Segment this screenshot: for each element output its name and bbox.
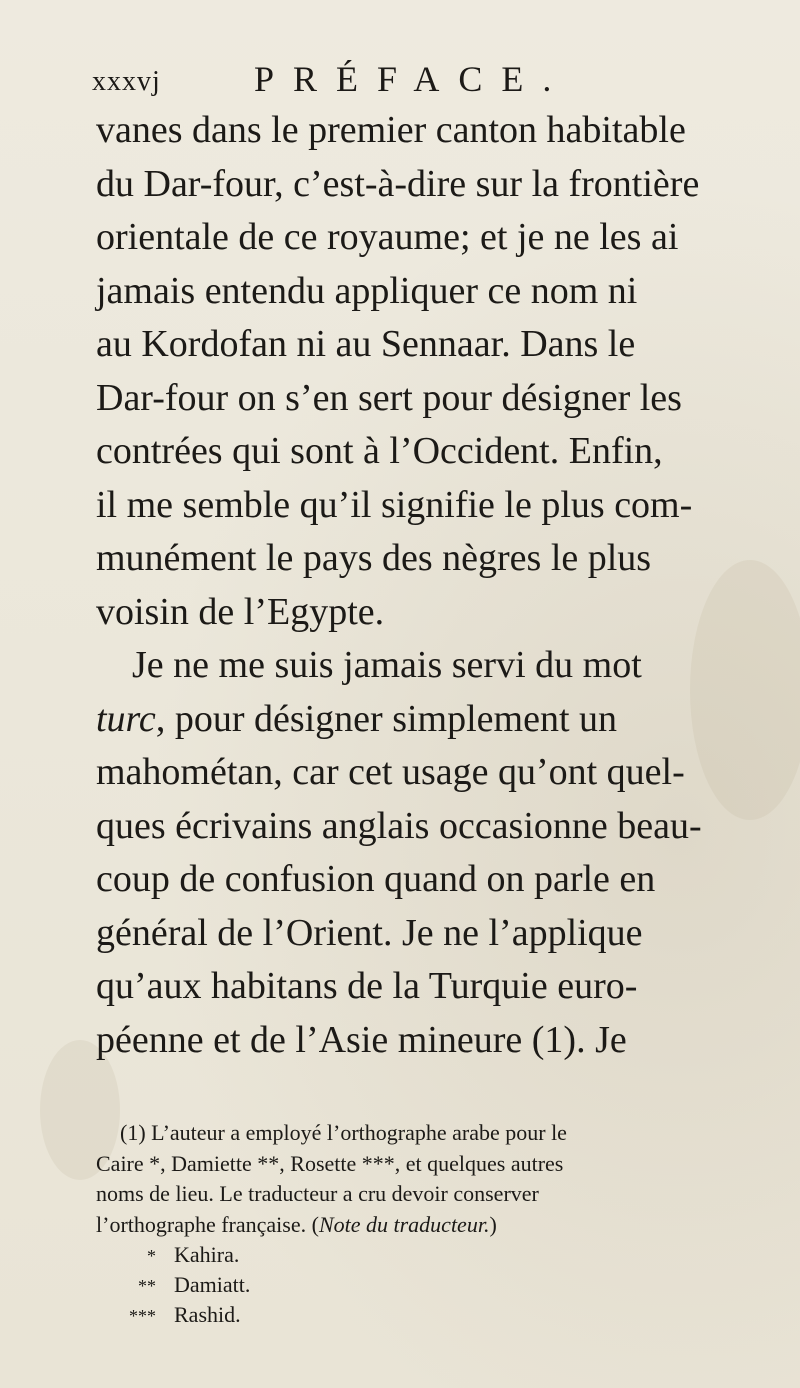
subnote	[96, 1300, 786, 1330]
subnote-text: Kahira.	[174, 1242, 240, 1267]
text-line: Dar-four on s’en sert pour désigner les	[96, 376, 682, 419]
page-header	[92, 58, 652, 102]
subnote	[96, 1240, 786, 1270]
text-line: qu’aux habitans de la Turquie euro-	[96, 965, 638, 1007]
footnote-line	[96, 1210, 786, 1241]
asterisk-marker: **	[138, 1276, 156, 1296]
subnote-text: Damiatt.	[174, 1272, 251, 1297]
text-line: vanes dans le premier canton habitable	[96, 109, 686, 151]
footnote-line: noms de lieu. Le traducteur a cru devoir conserver	[96, 1181, 539, 1206]
paragraph-start-line: Je ne me suis jamais servi du mot	[132, 644, 642, 686]
italic-word: turc	[96, 697, 156, 740]
text-line: il me semble qu’il signifie le plus com-	[96, 483, 693, 526]
text-line: jamais entendu appliquer ce nom ni	[96, 269, 638, 312]
text-line: contrées qui sont à l’Occident. Enfin,	[96, 430, 663, 472]
text-line: du Dar-four, c’est-à-dire sur la frontière	[96, 162, 700, 205]
footnote-line: (1) L’auteur a employé l’orthographe arabe pour le	[120, 1120, 567, 1145]
subnote	[96, 1270, 786, 1300]
text-line: au Kordofan ni au Sennaar. Dans le	[96, 323, 636, 365]
footnote-line: Caire *, Damiette **, Rosette ***, et quelques autres	[96, 1150, 564, 1176]
main-text	[96, 104, 766, 1067]
running-head: PRÉFACE.	[254, 59, 571, 99]
text-line: munément le pays des nègres le plus	[96, 537, 652, 579]
footnotes	[96, 1118, 786, 1330]
italic-note: Note du traducteur.	[318, 1211, 490, 1237]
text-line: mahométan, car cet usage qu’ont quel-	[96, 751, 685, 793]
subnote-text: Rashid.	[174, 1302, 241, 1327]
text-line: coup de confusion quand on parle en	[96, 858, 656, 900]
asterisk-marker: *	[147, 1246, 156, 1266]
asterisk-marker: ***	[129, 1306, 156, 1326]
text-line: péenne et de l’Asie mineure (1). Je	[96, 1018, 627, 1061]
text-line: général de l’Orient. Je ne l’applique	[96, 911, 643, 954]
text-fragment: )	[489, 1211, 497, 1237]
text-line	[96, 693, 766, 747]
text-line: voisin de l’Egypte.	[96, 590, 385, 633]
text-line: ques écrivains anglais occasionne beau-	[96, 804, 702, 847]
text-line: orientale de ce royaume; et je ne les ai	[96, 216, 679, 258]
text-fragment: l’orthographe française. (	[96, 1211, 319, 1237]
page-number: xxxvj	[92, 66, 161, 97]
text-fragment: , pour désigner simplement un	[155, 697, 618, 740]
